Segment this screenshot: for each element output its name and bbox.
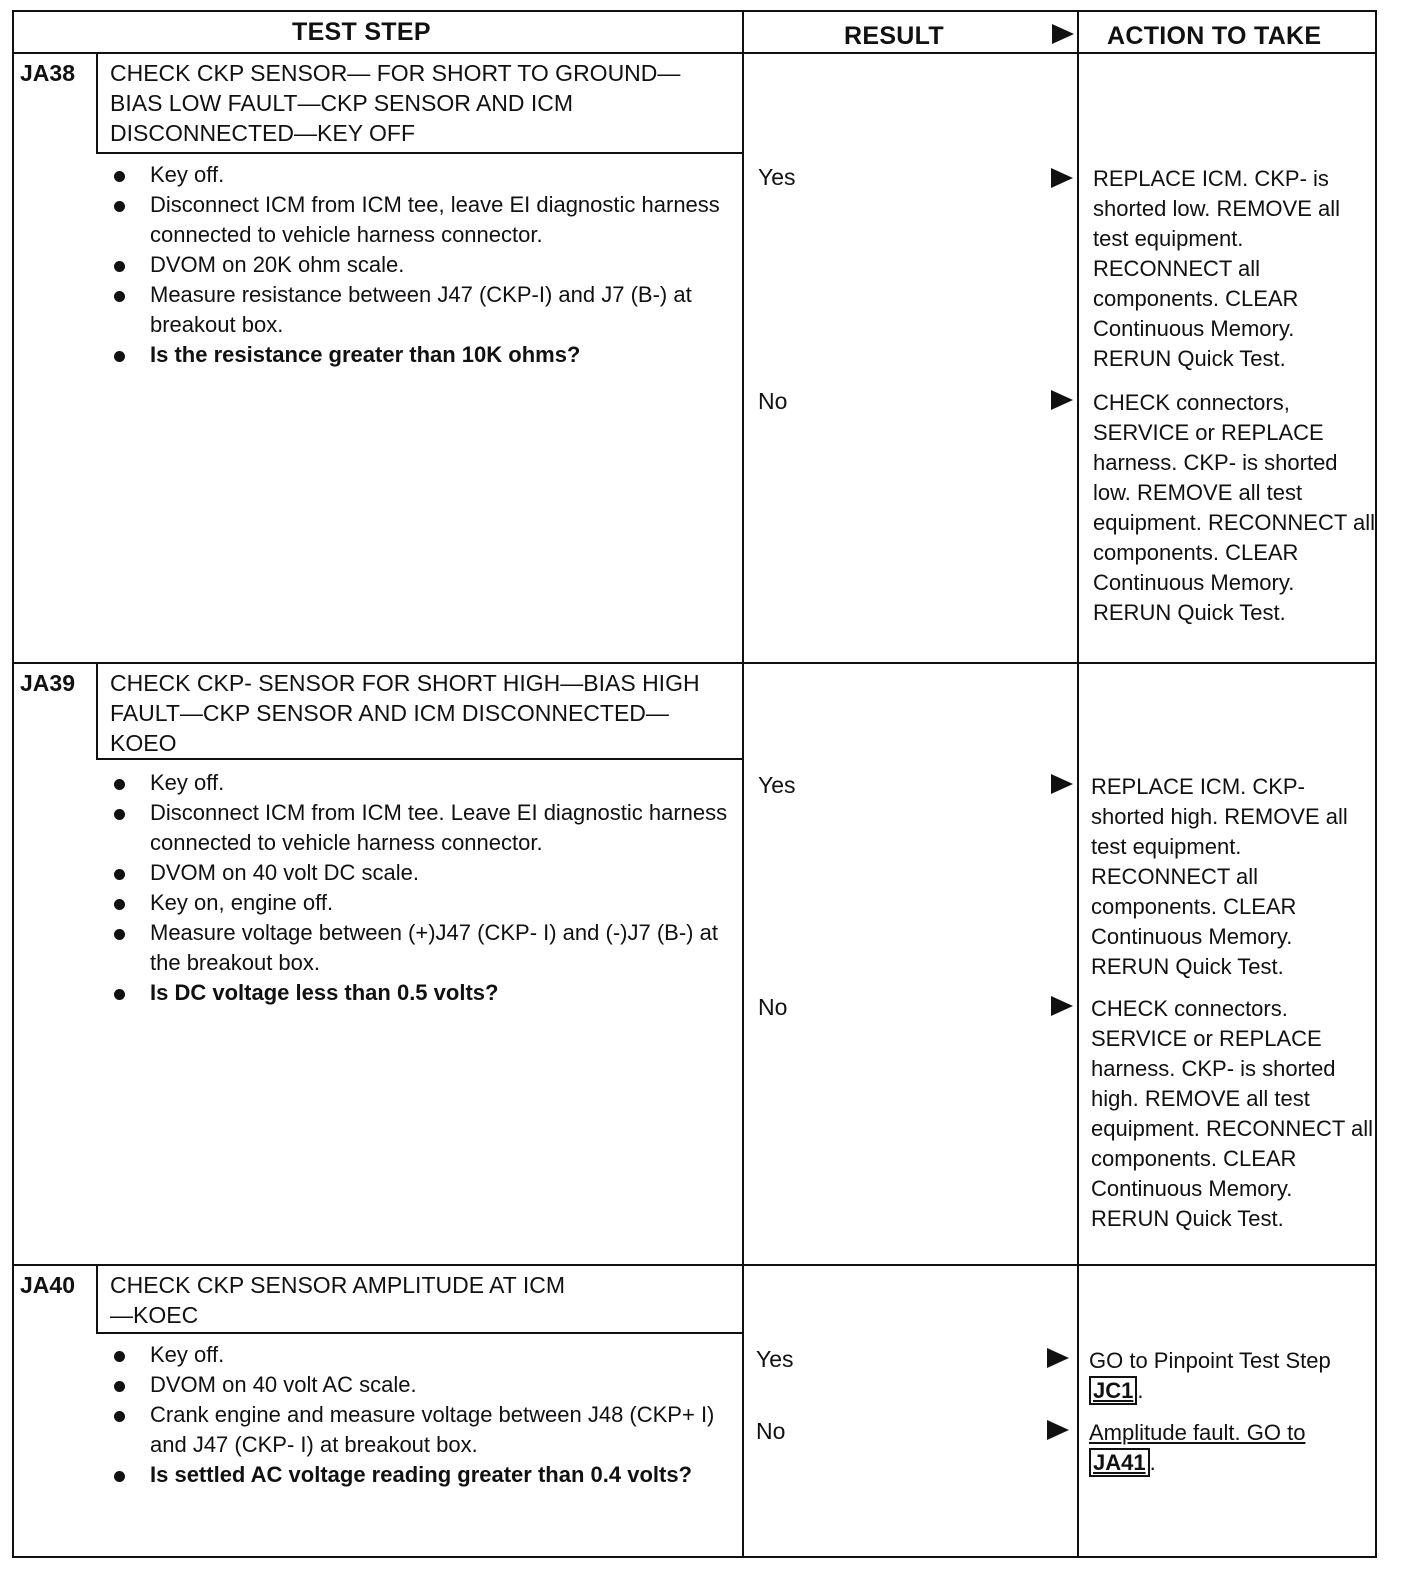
arrow-icon [1051, 996, 1073, 1016]
list-item: Key off. [108, 160, 728, 190]
step-instructions [108, 1340, 728, 1490]
list-item: Crank engine and measure voltage between J48 (CKP+ I) and J47 (CKP- I) at breakout box. [108, 1400, 728, 1460]
list-item: DVOM on 40 volt DC scale. [108, 858, 728, 888]
result-no: No [758, 388, 788, 414]
divider-test-step [742, 12, 744, 1556]
step-title: CHECK CKP- SENSOR FOR SHORT HIGH—BIAS HIGH FAULT—CKP SENSOR AND ICM DISCONNECTED—KOEO [110, 670, 700, 756]
list-item: Key on, engine off. [108, 888, 728, 918]
arrow-icon [1047, 1348, 1069, 1368]
header-divider [14, 52, 1375, 54]
arrow-icon [1047, 1420, 1069, 1440]
arrow-icon [1051, 774, 1073, 794]
arrow-icon [1051, 168, 1073, 188]
step-title: CHECK CKP SENSOR— FOR SHORT TO GROUND—BIAS LOW FAULT—CKP SENSOR AND ICM DISCONNECTED—KEY OFF [110, 60, 681, 146]
divider-action [1077, 12, 1079, 1556]
list-item: Disconnect ICM from ICM tee, leave EI diagnostic harness connected to vehicle harness connector. [108, 190, 728, 250]
result-yes: Yes [758, 772, 796, 798]
step-id: JA38 [20, 60, 75, 86]
step-id-divider [96, 662, 98, 760]
result-no: No [756, 1418, 786, 1444]
header-result: RESULT [844, 22, 944, 50]
action-text [1089, 1418, 1374, 1478]
action-pre-text: GO to Pinpoint Test Step [1089, 1348, 1331, 1373]
list-item: DVOM on 20K ohm scale. [108, 250, 728, 280]
step-title-divider [96, 152, 742, 154]
action-post-text: . [1149, 1450, 1156, 1475]
step-question: Is the resistance greater than 10K ohms? [108, 340, 728, 370]
step-id: JA40 [20, 1272, 75, 1298]
step-question: Is settled AC voltage reading greater than 0.4 volts? [108, 1460, 728, 1490]
action-text: REPLACE ICM. CKP- is shorted low. REMOVE all test equipment. RECONNECT all components. CLEAR Continuous Memory. RERUN Quick Test. [1093, 166, 1340, 371]
list-item: DVOM on 40 volt AC scale. [108, 1370, 728, 1400]
result-yes: Yes [756, 1346, 794, 1372]
step-id: JA39 [20, 670, 75, 696]
action-text: REPLACE ICM. CKP- shorted high. REMOVE all test equipment. RECONNECT all components. CLEAR Continuous Memory. RERUN Quick Test. [1091, 774, 1348, 979]
step-link-ja41[interactable]: JA41 [1089, 1448, 1150, 1477]
step-id-divider [96, 1264, 98, 1334]
header-test-step: TEST STEP [292, 18, 431, 46]
step-id-divider [96, 52, 98, 154]
step-instructions [108, 160, 728, 370]
step-title-divider [96, 758, 742, 760]
step-divider [14, 1264, 1375, 1266]
action-pre-text: Amplitude fault. GO to [1089, 1420, 1306, 1445]
list-item: Disconnect ICM from ICM tee. Leave EI diagnostic harness connected to vehicle harness connector. [108, 798, 728, 858]
step-divider [14, 662, 1375, 664]
diagnostic-table [12, 10, 1377, 1558]
action-text [1089, 1346, 1374, 1406]
step-instructions [108, 768, 728, 1008]
list-item: Key off. [108, 1340, 728, 1370]
step-title-divider [96, 1332, 742, 1334]
step-question: Is DC voltage less than 0.5 volts? [108, 978, 728, 1008]
result-yes: Yes [758, 164, 796, 190]
result-no: No [758, 994, 788, 1020]
action-text: CHECK connectors, SERVICE or REPLACE harness. CKP- is shorted low. REMOVE all test equipment. RECONNECT all components. CLEAR Continuous Memory. RERUN Quick Test. [1093, 390, 1376, 625]
action-post-text: . [1137, 1378, 1144, 1403]
list-item: Measure voltage between (+)J47 (CKP- I) and (-)J7 (B-) at the breakout box. [108, 918, 728, 978]
header-action: ACTION TO TAKE [1107, 22, 1322, 50]
step-link-jc1[interactable]: JC1 [1089, 1376, 1137, 1405]
list-item: Key off. [108, 768, 728, 798]
list-item: Measure resistance between J47 (CKP-I) and J7 (B-) at breakout box. [108, 280, 728, 340]
arrow-icon [1051, 390, 1073, 410]
arrow-icon [1052, 24, 1074, 44]
action-text: CHECK connectors. SERVICE or REPLACE harness. CKP- is shorted high. REMOVE all test equipment. RECONNECT all components. CLEAR Continuous Memory. RERUN Quick Test. [1091, 996, 1374, 1231]
step-title: CHECK CKP SENSOR AMPLITUDE AT ICM—KOEC [110, 1272, 565, 1328]
